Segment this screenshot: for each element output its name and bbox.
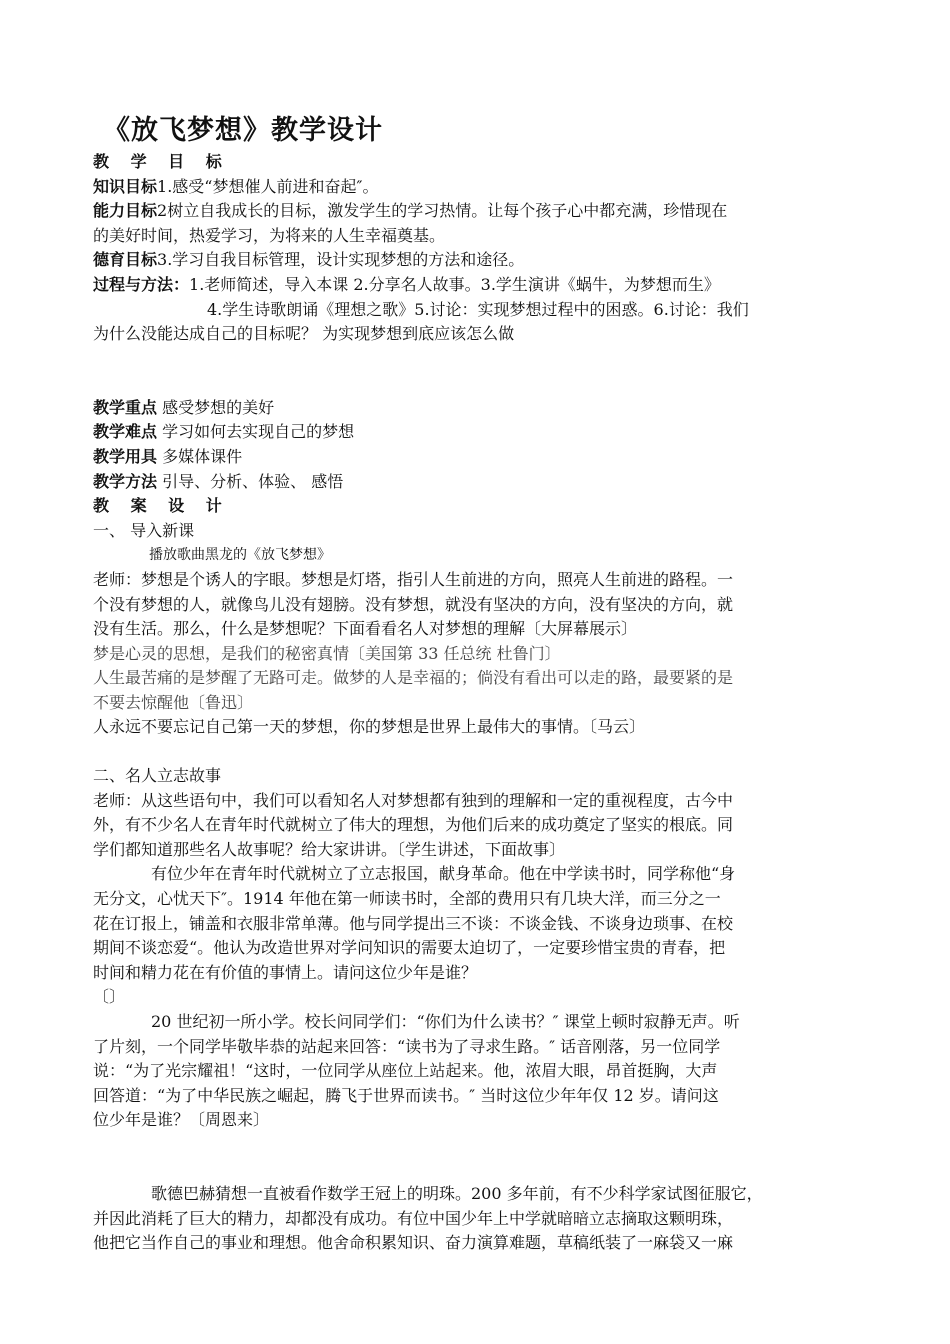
process-label: 过程与方法： xyxy=(93,274,190,294)
ability-text: 2树立自我成长的目标，激发学生的学习热情。让每个孩子心中都充满，珍惜现在 xyxy=(157,201,728,221)
difficulty-label: 教学难点 xyxy=(93,422,158,442)
story-1-cont-3: 期间不谈恋爱“。他认为改造世界对学问知识的需要太迫切了，一定要珍惜宝贵的青春，把 xyxy=(93,938,726,958)
quote-luxun-cont: 不要去惊醒他〔鲁迅〕 xyxy=(93,692,254,712)
moral-goal xyxy=(93,248,863,273)
plan-heading: 教 案 设 计 xyxy=(93,496,230,516)
ability-text-cont: 的美好时间，热爱学习，为将来的人生幸福奠基。 xyxy=(93,225,446,245)
process-text: 1.老师简述，导入本课 2.分享名人故事。3.学生演讲《蜗牛，为梦想而生》 xyxy=(189,274,720,294)
moral-text: 3.学习自我目标管理，设计实现梦想的方法和途径。 xyxy=(157,250,525,270)
key-point xyxy=(93,396,863,421)
tools-label: 教学用具 xyxy=(93,446,158,466)
section-2-para-cont: 外，有不少名人在青年时代就树立了伟大的理想，为他们后来的成功奠定了坚实的根底。同 xyxy=(93,815,734,835)
key-label: 教学重点 xyxy=(93,397,158,417)
moral-label: 德育目标 xyxy=(93,250,158,270)
knowledge-label: 知识目标 xyxy=(93,176,158,196)
story-3-cont-2: 他把它当作自己的事业和理想。他舍命积累知识、奋力演算难题，草稿纸装了一麻袋又一麻 xyxy=(93,1233,734,1253)
key-text: 感受梦想的美好 xyxy=(162,397,275,417)
story-3-cont: 并因此消耗了巨大的精力，却都没有成功。有位中国少年上中学就暗暗立志摘取这颗明珠， xyxy=(93,1208,734,1228)
story-1-cont-2: 花在订报上，铺盖和衣服非常单薄。他与同学提出三不谈：不谈金钱、不谈身边琐事、在校 xyxy=(93,913,734,933)
section-2-para: 老师：从这些语句中，我们可以看知名人对梦想都有独到的理解和一定的重视程度，古今中 xyxy=(93,790,734,810)
document-body xyxy=(93,150,863,1256)
story-1-cont: 无分文，心忧天下″。1914 年他在第一师读书时，全部的费用只有几块大洋，而三分之一 xyxy=(93,889,721,909)
process-text-cont-2: 为什么没能达成自己的目标呢？ 为实现梦想到底应该怎么做 xyxy=(93,324,515,344)
difficulty-text: 学习如何去实现自己的梦想 xyxy=(162,422,355,442)
ability-label: 能力目标 xyxy=(93,201,158,221)
knowledge-text: 1.感受“梦想催人前进和奋起″。 xyxy=(157,176,379,196)
story-1-answer: 〔〕 xyxy=(93,987,126,1007)
story-2-cont-3: 回答道：“为了中华民族之崛起，腾飞于世界而读书。″ 当时这位少年年仅 12 岁。请问这 xyxy=(93,1085,719,1105)
teaching-method xyxy=(93,470,863,495)
process-method xyxy=(93,273,863,298)
story-2-cont-4: 位少年是谁？〔周恩来〕 xyxy=(93,1110,270,1130)
story-3: 歌德巴赫猜想一直被看作数学王冠上的明珠。200 多年前，有不少科学家试图征服它， xyxy=(151,1183,763,1203)
process-text-cont: 4.学生诗歌朗诵《理想之歌》5.讨论：实现梦想过程中的困惑。6.讨论：我们 xyxy=(207,299,749,319)
ability-goal xyxy=(93,199,863,224)
quote-mayun: 人永远不要忘记自己第一天的梦想，你的梦想是世界上最伟大的事情。〔马云〕 xyxy=(93,717,646,737)
difficulty-point xyxy=(93,420,863,445)
section-1-para-cont: 个没有梦想的人，就像鸟儿没有翅膀。没有梦想，就没有坚决的方向，没有坚决的方向，就 xyxy=(93,594,734,614)
quote-luxun: 人生最苦痛的是梦醒了无路可走。做梦的人是幸福的；倘没有看出可以走的路，最要紧的是 xyxy=(93,668,734,688)
document-title: 《放飞梦想》教学设计 xyxy=(103,115,383,146)
goals-heading: 教 学 目 标 xyxy=(93,152,230,171)
section-1-para: 老师：梦想是个诱人的字眼。梦想是灯塔，指引人生前进的方向，照亮人生前进的路程。一 xyxy=(93,569,734,589)
story-1: 有位少年在青年时代就树立了立志报国，献身革命。他在中学读书时，同学称他“身 xyxy=(151,864,736,884)
quote-truman: 梦是心灵的思想，是我们的秘密真情〔美国第 33 任总统 杜鲁门〕 xyxy=(93,643,561,663)
section-1-title: 一、 导入新课 xyxy=(93,520,195,540)
method-label: 教学方法 xyxy=(93,471,158,491)
story-1-cont-4: 时间和精力花在有价值的事情上。请问这位少年是谁？ xyxy=(93,962,478,982)
story-2-cont: 了片刻，一个同学毕敬毕恭的站起来回答：“读书为了寻求生路。″ 话音刚落，另一位同学 xyxy=(93,1036,721,1056)
teaching-tools xyxy=(93,445,863,470)
tools-text: 多媒体课件 xyxy=(162,446,243,466)
knowledge-goal xyxy=(93,175,863,200)
method-text: 引导、分析、体验、 感悟 xyxy=(162,471,344,491)
story-2: 20 世纪初一所小学。校长问同学们：“你们为什么读书？″ 课堂上顿时寂静无声。听 xyxy=(151,1012,740,1031)
section-2-para-cont-2: 学们都知道那些名人故事呢？给大家讲讲。〔学生讲述，下面故事〕 xyxy=(93,839,566,859)
section-1-para-cont-2: 没有生活。那么，什么是梦想呢？下面看看名人对梦想的理解〔大屏幕展示〕 xyxy=(93,619,638,639)
section-2-title: 二、名人立志故事 xyxy=(93,766,222,786)
section-1-song: 播放歌曲黑龙的《放飞梦想》 xyxy=(149,547,331,564)
story-2-cont-2: 说：“为了光宗耀祖！“这时，一位同学从座位上站起来。他，浓眉大眼，昂首挺胸，大声 xyxy=(93,1061,718,1081)
